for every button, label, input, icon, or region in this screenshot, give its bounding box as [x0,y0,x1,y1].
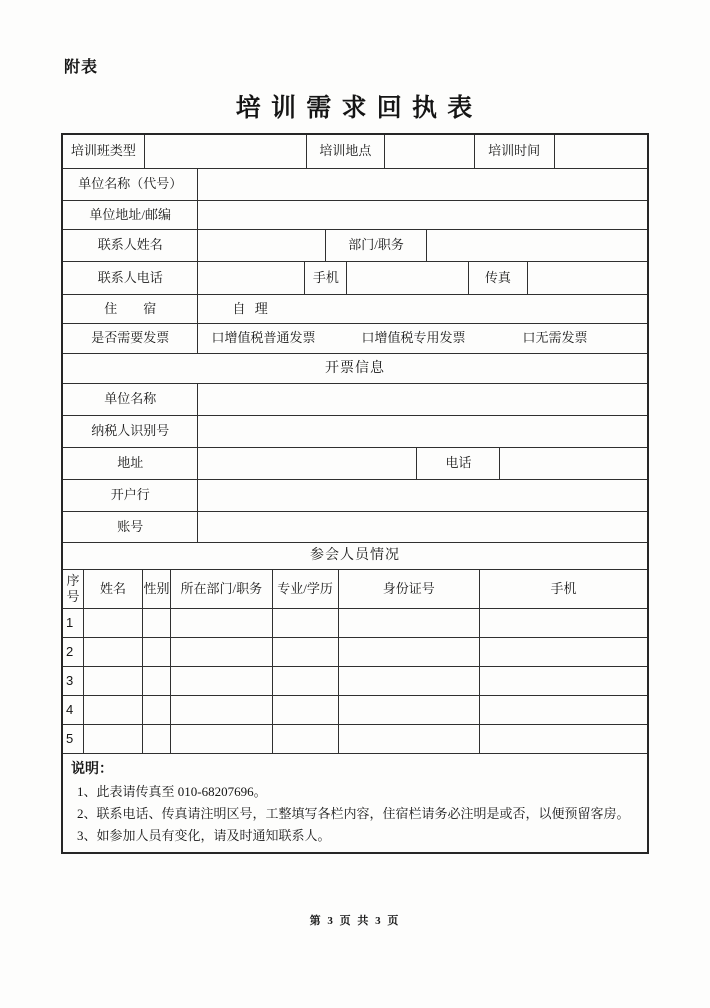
participants-section-title: 参会人员情况 [310,548,400,564]
col-header-seq: 序号 [63,570,84,608]
billing-phone-value-cell [500,448,647,479]
class-type-label: 培训班类型 [63,135,145,168]
note-item-1: 1、此表请传真至 010-68207696。 [77,784,267,800]
row-participants-header [63,543,647,570]
name-cell [84,638,143,666]
major-cell [273,638,339,666]
name-cell [84,725,143,753]
col-header-gender: 性别 [143,570,171,608]
org-address-label: 单位地址/邮编 [63,201,198,229]
invoice-label: 是否需要发票 [63,324,198,353]
dept-cell [171,667,273,695]
fax-value-cell [528,262,647,294]
page-title: 培 训 需 求 回 执 表 [235,95,475,122]
org-name-label: 单位名称（代号） [63,169,198,200]
name-cell [84,609,143,637]
row-billing-address [63,448,647,480]
id-number-cell [339,725,480,753]
tax-id-label: 纳税人识别号 [63,416,198,447]
row-number: 1 [63,609,84,637]
class-type-value-cell [145,135,307,168]
major-cell [273,725,339,753]
row-number: 5 [63,725,84,753]
row-account [63,512,647,543]
row-billing-org [63,384,647,416]
row-org-name [63,169,647,201]
row-class-type [63,135,647,169]
billing-address-value-cell [198,448,417,479]
invoice-option-vat-general: 口增值税普通发票 [211,330,316,346]
participant-row [63,725,647,754]
mobile-cell [480,725,647,753]
training-reply-form-table [61,133,649,854]
org-address-value-cell [198,201,647,229]
invoice-option-vat-special: 口增值税专用发票 [361,330,466,346]
participant-row [63,638,647,667]
mobile-value-cell [347,262,468,294]
dept-title-value-cell [427,230,647,261]
billing-section-title: 开票信息 [325,360,385,376]
gender-cell [143,725,171,753]
location-label: 培训地点 [307,135,385,168]
participant-row [63,609,647,638]
gender-cell [143,638,171,666]
bank-label: 开户行 [63,480,198,511]
mobile-cell [480,696,647,724]
bank-value-cell [198,480,647,511]
gender-cell [143,667,171,695]
dept-cell [171,638,273,666]
account-label: 账号 [63,512,198,542]
dept-cell [171,609,273,637]
lodging-label: 住 宿 [63,295,198,323]
mobile-cell [480,638,647,666]
time-label: 培训时间 [475,135,555,168]
invoice-options-cell [198,324,647,353]
mobile-label: 手机 [305,262,347,294]
page-number: 第 3 页 共 3 页 [309,915,401,927]
row-billing-header [63,354,647,384]
notes-row [63,754,647,852]
invoice-option-none: 口无需发票 [522,330,588,346]
gender-cell [143,609,171,637]
id-number-cell [339,696,480,724]
page-tag: 附表 [64,59,99,76]
major-cell [273,609,339,637]
row-contact-name [63,230,647,262]
notes-cell [63,754,647,852]
contact-phone-label: 联系人电话 [63,262,198,294]
row-org-address [63,201,647,230]
contact-name-label: 联系人姓名 [63,230,198,261]
row-bank [63,480,647,512]
row-invoice [63,324,647,354]
dept-cell [171,696,273,724]
name-cell [84,667,143,695]
contact-phone-value-cell [198,262,305,294]
row-number: 2 [63,638,84,666]
mobile-cell [480,667,647,695]
id-number-cell [339,638,480,666]
name-cell [84,696,143,724]
col-header-id-number: 身份证号 [339,570,480,608]
billing-address-label: 地址 [63,448,198,479]
account-value-cell [198,512,647,542]
col-header-name: 姓名 [84,570,143,608]
fax-label: 传真 [469,262,528,294]
row-tax-id [63,416,647,448]
billing-phone-label: 电话 [417,448,500,479]
participant-row [63,696,647,725]
gender-cell [143,696,171,724]
row-contact-phone [63,262,647,295]
col-header-mobile: 手机 [550,580,577,596]
mobile-cell [480,609,647,637]
tax-id-value-cell [198,416,647,447]
dept-cell [171,725,273,753]
id-number-cell [339,667,480,695]
lodging-value: 自 理 [232,300,271,316]
col-header-dept: 所在部门/职务 [171,570,273,608]
col-header-major: 专业/学历 [273,570,339,608]
participants-header-row [63,570,647,609]
row-lodging [63,295,647,324]
major-cell [273,667,339,695]
location-value-cell [385,135,475,168]
row-number: 3 [63,667,84,695]
row-number: 4 [63,696,84,724]
billing-org-value-cell [198,384,647,415]
note-item-3: 3、如参加人员有变化，请及时通知联系人。 [77,827,331,843]
dept-title-label: 部门/职务 [326,230,426,261]
time-value-cell [555,135,647,168]
billing-org-label: 单位名称 [63,384,198,415]
participant-row [63,667,647,696]
major-cell [273,696,339,724]
notes-title: 说明： [71,762,113,777]
contact-name-value-cell [198,230,326,261]
id-number-cell [339,609,480,637]
org-name-value-cell [198,169,647,200]
note-item-2: 2、联系电话、传真请注明区号，工整填写各栏内容，住宿栏请务必注明是或否，以便预留客房。 [77,806,630,822]
